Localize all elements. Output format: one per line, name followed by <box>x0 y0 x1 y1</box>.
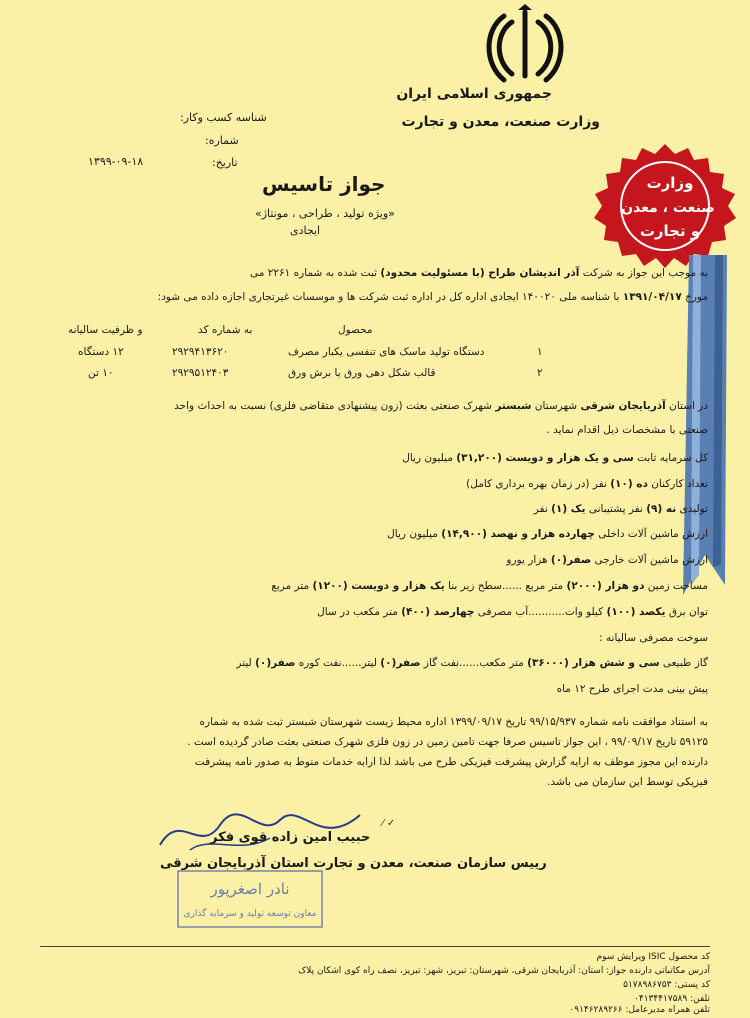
license-type: ایجادی <box>290 224 321 237</box>
spec-machinery-foreign <box>506 554 708 566</box>
spec-text: متر مربع ......سطح زیر بنا <box>444 580 567 592</box>
intro-text: مورخ <box>681 291 708 303</box>
table-header-product: محصول <box>338 324 373 336</box>
business-id-label: شناسه کسب وکار: <box>180 111 267 124</box>
spec-value: صفر(۰) <box>380 657 421 669</box>
table-row-2-code: ۲۹۲۹۵۱۲۴۰۳ <box>172 367 229 379</box>
spec-text: میلیون ریال <box>387 528 442 540</box>
spec-value: چهارصد (۴۰۰) <box>401 606 475 618</box>
document-title: جواز تاسیس <box>262 172 386 196</box>
spec-machinery-domestic <box>387 528 708 540</box>
company-name: آذر اندیشان طراح (با مسئولیت محدود) <box>380 267 580 279</box>
spec-text: ارزش ماشین آلات خارجی <box>591 554 708 566</box>
city-name: شبستر <box>495 400 532 412</box>
footer-mobile-text: تلفن همراه مدیرعامل: ۰۹۱۴۶۲۸۹۲۶۶ <box>569 1005 710 1015</box>
spec-text: متر مکعب......نفت گاز <box>420 657 528 669</box>
table-header-code: به شماره کد <box>198 324 253 336</box>
spec-power-water <box>317 606 708 618</box>
footer-mobile <box>569 1005 710 1015</box>
table-row-2-index: ۲ <box>537 367 543 379</box>
country-name: جمهوری اسلامی ایران <box>396 86 552 102</box>
stamp-name: نادر اصغرپور <box>210 880 290 898</box>
province-name: آذربایجان شرقی <box>580 400 666 412</box>
table-row-2-capacity: ۱۰ تن <box>88 367 114 379</box>
table-row-2-product: قالب شکل دهی ورق یا برش ورق <box>288 367 436 379</box>
official-stamp <box>175 868 325 930</box>
table-header-capacity: و ظرفیت سالیانه <box>68 324 143 336</box>
spec-value: سی و یک هزار و دویست (۳۱,۲۰۰) <box>456 452 634 464</box>
registration-date: ۱۳۹۱/۰۴/۱۷ <box>622 291 682 303</box>
ministry-name: وزارت صنعت، معدن و تجارت <box>401 114 600 130</box>
intro-text: ثبت شده به شماره ۲۲۶۱ می <box>250 267 381 279</box>
spec-text: لیتر......نفت کوره <box>295 657 381 669</box>
handwritten-note: ✓ ⁄ <box>382 818 396 829</box>
spec-text: نفر <box>533 503 552 515</box>
spec-text: نفر پشتیبانی <box>585 503 647 515</box>
spec-text: متر مکعب در سال <box>317 606 402 618</box>
spec-gas <box>236 657 708 669</box>
signatory-title: رییس سازمان صنعت، معدن و تجارت استان آذربایجان شرقی <box>160 856 547 871</box>
spec-text: توان برق <box>665 606 708 618</box>
spec-value: یک (۱) <box>551 503 586 515</box>
spec-text: تولیدی <box>676 503 708 515</box>
table-row-1-capacity: ۱۲ دستگاه <box>78 346 124 358</box>
spec-text: کیلو وات...........آب مصرفی <box>474 606 607 618</box>
location-text: در استان <box>665 400 708 412</box>
spec-text: مساحت زمین <box>644 580 708 592</box>
location-text: شهرستان <box>531 400 581 412</box>
note-line-3: دارنده این مجوز موظف به ارایه گزارش پیشرفت فیزیکی طرح می باشد لذا ارایه خدمات منوط به صدور نامه پیشرفت <box>194 756 708 768</box>
location-line-1 <box>174 400 708 412</box>
spec-value: چهارده هزار و نهصد (۱۴,۹۰۰) <box>441 528 595 540</box>
ministry-seal <box>590 140 740 270</box>
spec-value: یکصد (۱۰۰) <box>606 606 666 618</box>
location-text: شهرک صنعتی بعثت (زون پیشنهادی متقاضی فلزی) نسبت به احداث واحد <box>174 400 496 412</box>
spec-text: هزار یورو <box>506 554 551 566</box>
signatory-name: حبیب امین زاده قوی فکر <box>210 830 371 845</box>
seal-line-3: و تجارت <box>639 222 701 240</box>
intro-line-1 <box>250 267 708 279</box>
iran-emblem-icon <box>482 4 568 84</box>
spec-text: نفر (در زمان بهره برداری کامل) <box>466 478 611 490</box>
spec-timeline: پیش بینی مدت اجرای طرح ۱۲ ماه <box>556 683 708 695</box>
spec-value: ده (۱۰) <box>610 478 648 490</box>
spec-text: کل سرمایه ثابت <box>633 452 708 464</box>
spec-text: لیتر <box>236 657 256 669</box>
spec-staff <box>466 478 708 490</box>
footer-phone: تلفن: ۰۴۱۳۴۴۱۷۵۸۹ <box>634 994 710 1004</box>
location-line-2: صنعتی با مشخصات ذیل اقدام نماید . <box>546 424 708 436</box>
intro-text: به موجب این جواز به شرکت <box>579 267 708 279</box>
note-line-4: فیزیکی توسط این سازمان می باشد. <box>547 776 708 788</box>
note-line-1: به استناد موافقت نامه شماره ۹۹/۱۵/۹۳۷ تاریخ ۱۳۹۹/۰۹/۱۷ اداره محیط زیست شهرستان شبستر ثبت شده به شماره <box>199 716 708 728</box>
footer-address: آدرس مکاتباتی دارنده جواز: استان: آذربایجان شرقی، شهرستان: تبریز، شهر: تبریز، نصف راه کوی اشکان پلاک <box>298 966 710 976</box>
spec-text: ارزش ماشین آلات داخلی <box>594 528 708 540</box>
table-row-1-product: دستگاه تولید ماسک های تنفسی یکبار مصرف <box>288 346 485 358</box>
spec-capital <box>402 452 708 464</box>
spec-text: میلیون ریال <box>402 452 457 464</box>
spec-value: نه (۹) <box>646 503 677 515</box>
document-subtitle: «ویژه تولید ، طراحی ، مونتاژ» <box>255 207 395 220</box>
spec-value: دو هزار (۲۰۰۰) <box>566 580 645 592</box>
table-row-1-code: ۲۹۲۹۴۱۳۶۲۰ <box>172 346 229 358</box>
date-label: تاریخ: <box>212 156 238 169</box>
footer-isic: کد محصول ISIC ویرایش سوم <box>596 952 710 962</box>
spec-value: صفر(۰) <box>550 554 592 566</box>
seal-line-1: وزارت <box>646 174 694 192</box>
spec-value: صفر(۰) <box>255 657 296 669</box>
footer-postal: کد پستی: ۵۱۷۸۹۸۶۷۵۳ <box>623 980 710 990</box>
intro-line-2 <box>158 291 708 303</box>
intro-text: با شناسه ملی ۱۴۰۰۲۰ ایجادی اداره کل در اداره ثبت شرکت ها و موسسات غیرتجاری اجازه داده می شود: <box>157 291 623 303</box>
number-label: شماره: <box>205 134 239 147</box>
seal-line-2: صنعت ، معدن <box>621 200 715 216</box>
spec-fuel-heading: سوخت مصرفی سالیانه : <box>599 632 708 644</box>
spec-text: گاز طبیعی <box>659 657 708 669</box>
spec-text: تعداد کارکنان <box>647 478 708 490</box>
footer-divider <box>40 946 710 947</box>
spec-production-staff <box>534 503 708 515</box>
stamp-role: معاون توسعه تولید و سرمایه گذاری <box>183 909 317 919</box>
spec-value: یک هزار و دویست (۱۲۰۰) <box>312 580 445 592</box>
spec-value: سی و شش هزار (۳۶۰۰۰) <box>527 657 660 669</box>
spec-land <box>271 580 708 592</box>
date-value: ۱۳۹۹-۰۹-۱۸ <box>88 155 144 168</box>
note-line-2: ۵۹۱۲۵ تاریخ ۹۹/۰۹/۱۷ ، این جواز تاسیس صرفا جهت تامین زمین در زون فلزی شهرک صنعتی بعثت صادر گردیده است . <box>187 736 708 748</box>
table-row-1-index: ۱ <box>537 346 543 358</box>
spec-text: متر مربع <box>271 580 313 592</box>
